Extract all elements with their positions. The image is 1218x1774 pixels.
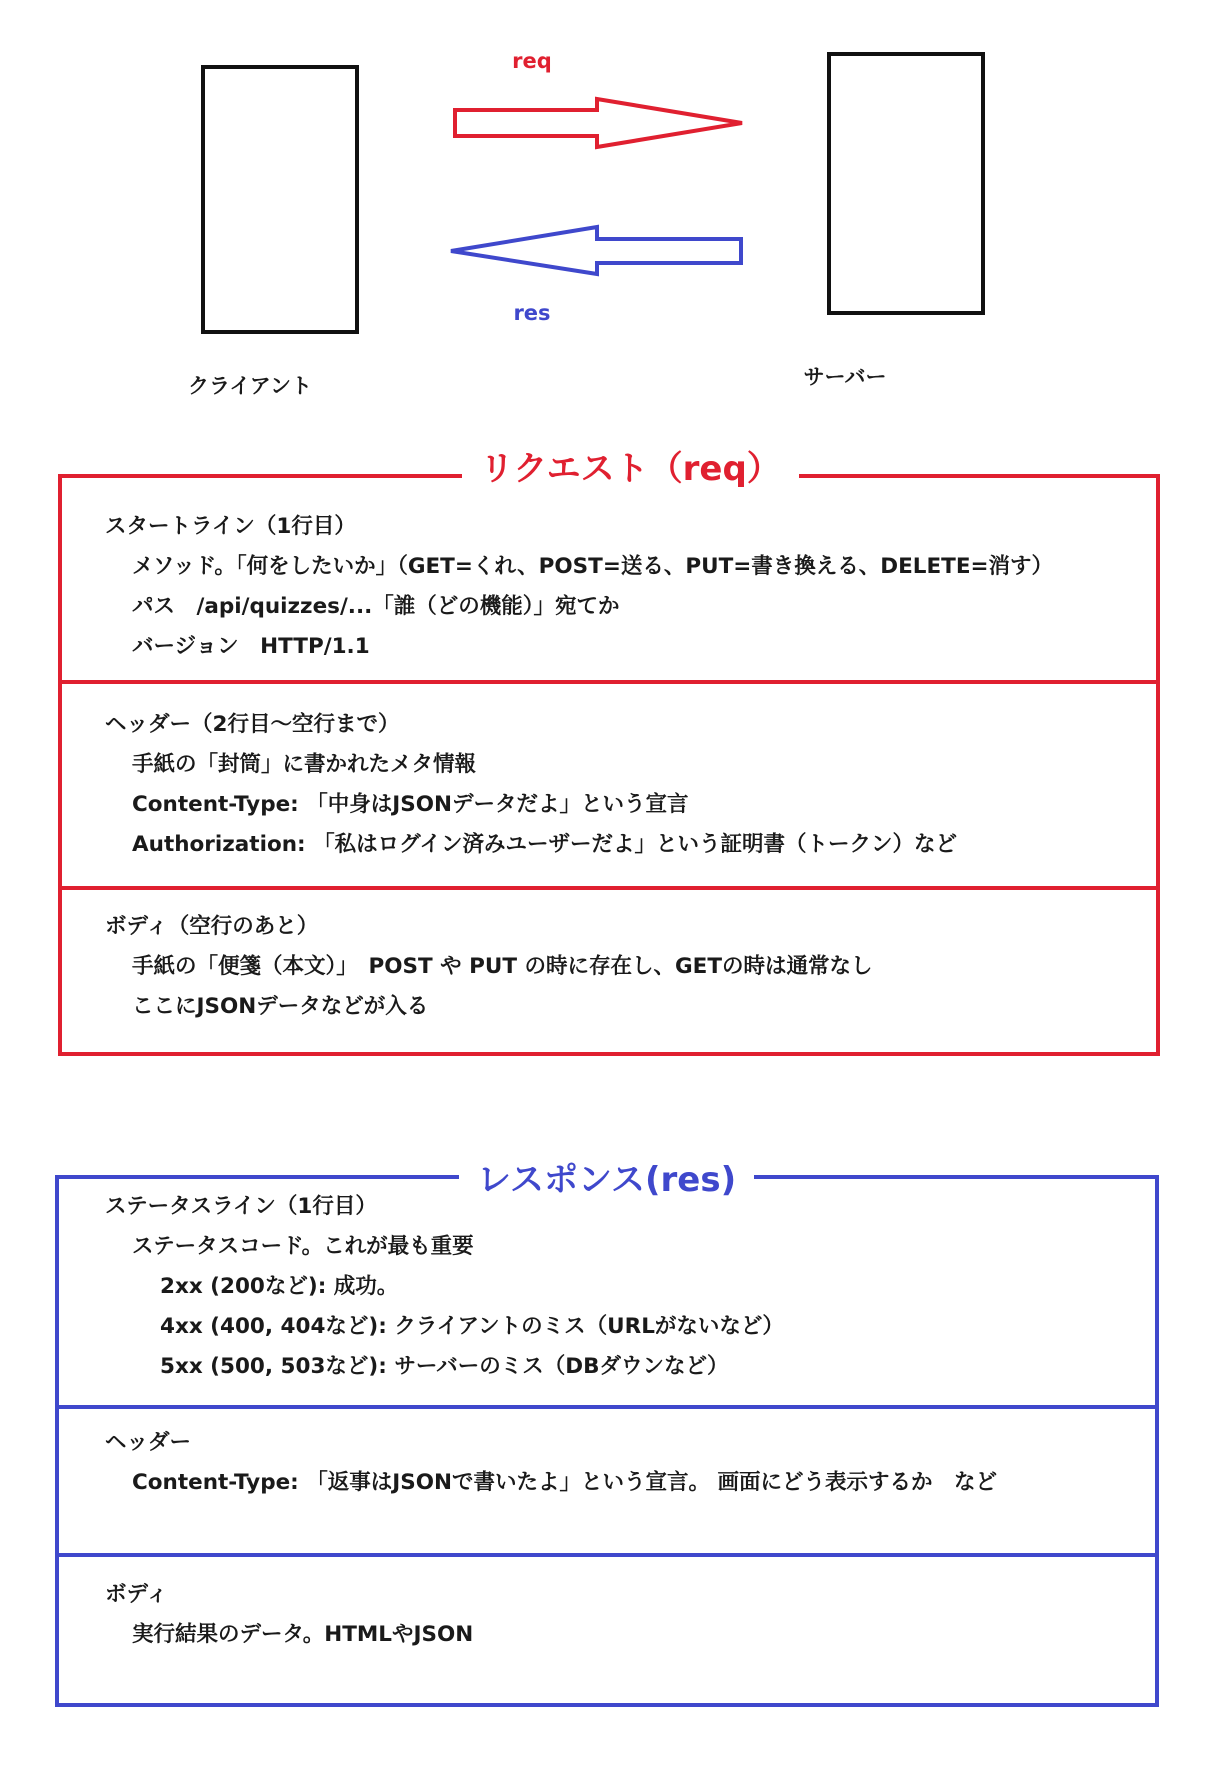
- authorization-line: Authorization: 「私はログイン済みユーザーだよ」という証明書（トークン）など: [132, 832, 958, 857]
- version-line: バージョン HTTP/1.1: [132, 634, 370, 659]
- req-label: req: [512, 49, 552, 73]
- response-box: [55, 1160, 1159, 1707]
- section-heading: スタートライン（1行目）: [105, 514, 356, 539]
- status-code-line: ステータスコード。これが最も重要: [132, 1234, 474, 1259]
- client-label: クライアント: [188, 374, 312, 398]
- body-json-line: ここにJSONデータなどが入る: [132, 994, 429, 1019]
- status-4xx-line: 4xx (400, 404など): クライアントのミス（URLがないなど）: [160, 1314, 784, 1339]
- server-box: [829, 54, 983, 313]
- section-heading: ヘッダー: [105, 1430, 192, 1455]
- request-title: リクエスト（req）: [462, 448, 799, 490]
- client-box: [203, 67, 357, 332]
- status-5xx-line: 5xx (500, 503など): サーバーのミス（DBダウンなど）: [160, 1354, 729, 1379]
- header-description-line: 手紙の「封筒」に書かれたメタ情報: [132, 752, 477, 777]
- body-description-line: 手紙の「便箋（本文）」 POST や PUT の時に存在し、GETの時は通常なし: [132, 954, 873, 979]
- request-header-section: [62, 684, 1156, 887]
- response-status-line-section: [59, 1179, 1155, 1407]
- response-body-section: [59, 1557, 1155, 1707]
- content-type-line: Content-Type: 「中身はJSONデータだよ」という宣言: [132, 792, 689, 817]
- request-body-section: [62, 890, 1156, 1056]
- path-line: パス /api/quizzes/...「誰（どの機能）」宛てか: [132, 594, 620, 619]
- section-heading: ボディ: [105, 1582, 168, 1607]
- res-label: res: [513, 301, 551, 325]
- status-2xx-line: 2xx (200など): 成功。: [160, 1274, 399, 1299]
- response-title: レスポンス(res): [459, 1159, 754, 1201]
- request-box: [58, 449, 1160, 1056]
- section-heading: ボディ（空行のあと）: [105, 914, 319, 939]
- body-data-line: 実行結果のデータ。HTMLやJSON: [132, 1622, 474, 1647]
- content-type-line: Content-Type: 「返事はJSONで書いたよ」という宣言。 画面にどう表示するか など: [132, 1470, 997, 1495]
- method-line: メソッド。「何をしたいか」（GET=くれ、POST=送る、PUT=書き換える、DELETE=消す）: [132, 554, 1054, 579]
- request-start-line-section: [62, 478, 1156, 682]
- response-arrow: [451, 227, 741, 274]
- section-heading: ヘッダー（2行目〜空行まで）: [105, 712, 400, 737]
- client-server-flow-diagram: [0, 0, 1218, 430]
- section-heading: ステータスライン（1行目）: [105, 1194, 377, 1219]
- request-arrow: [455, 99, 742, 147]
- server-label: サーバー: [803, 365, 887, 389]
- response-header-section: [59, 1409, 1155, 1554]
